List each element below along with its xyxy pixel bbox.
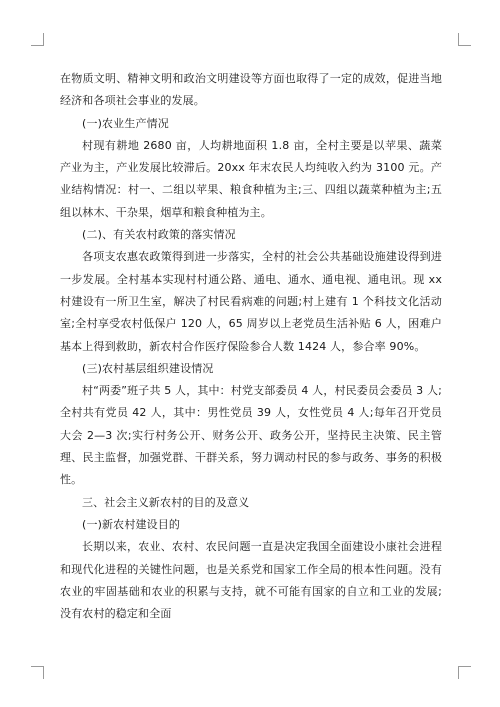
section-heading-policy: (二)、有关农村政策的落实情况 (82, 228, 236, 242)
document-body (60, 68, 442, 625)
paragraph-organization: 村“两委”班子共 5 人，其中：村党支部委员 4 人，村民委员会委员 3 人;全村共有党员 42 人，其中：男性党员 39 人，女性党员 4 人;每年召开党员大会 2—3 次;实行村务公开、财务公开、政务公开，坚持民主决策、民主管理、民主监督，加强党群、干群关系，努力调动村民的参与政务、事务的积极性。 (60, 384, 442, 487)
crop-mark-bottom-right (458, 666, 471, 679)
section-heading-organization: (三)农村基层组织建设情况 (82, 361, 214, 375)
chapter-heading-purpose: 三、社会主义新农村的目的及意义 (82, 495, 250, 509)
paragraph-continuation: 在物质文明、精神文明和政治文明建设等方面也取得了一定的成效，促进当地经济和各项社会事业的发展。 (60, 72, 442, 108)
section-heading-agriculture: (一)农业生产情况 (82, 116, 169, 130)
paragraph-goal: 长期以来，农业、农村、农民问题一直是决定我国全面建设小康社会进程和现代化进程的关键性问题，也是关系党和国家工作全局的根本性问题。没有农业的牢固基础和农业的积累与支持，就不可能有国家的自立和工业的发展;没有农村的稳定和全面 (60, 540, 442, 621)
section-heading-goal: (一)新农村建设目的 (82, 517, 181, 531)
crop-mark-top-right (458, 33, 471, 46)
paragraph-agriculture: 村现有耕地 2680 亩，人均耕地面积 1.8 亩，全村主要是以苹果、蔬菜产业为主，产业发展比较滞后。20xx 年末农民人均纯收入约为 3100 元。产业结构情况：村一、二组以苹果、粮食种植为主;三、四组以蔬菜种植为主;五组以林木、干杂果，烟草和粮食种植为主。 (60, 138, 442, 219)
crop-mark-bottom-left (31, 666, 44, 679)
crop-mark-top-left (31, 33, 44, 46)
paragraph-policy: 各项支农惠农政策得到进一步落实，全村的社会公共基础设施建设得到进一步发展。全村基本实现村村通公路、通电、通水、通电视、通电讯。现 xx 村建设有一所卫生室，解决了村民看病难的问题;村上建有 1 个科技文化活动室;全村享受农村低保户 120 人，65 周岁以上老党员生活补贴 6 人，困难户基本上得到救助，新农村合作医疗保险参合人数 1424 人，参合率 90%。 (60, 250, 442, 353)
